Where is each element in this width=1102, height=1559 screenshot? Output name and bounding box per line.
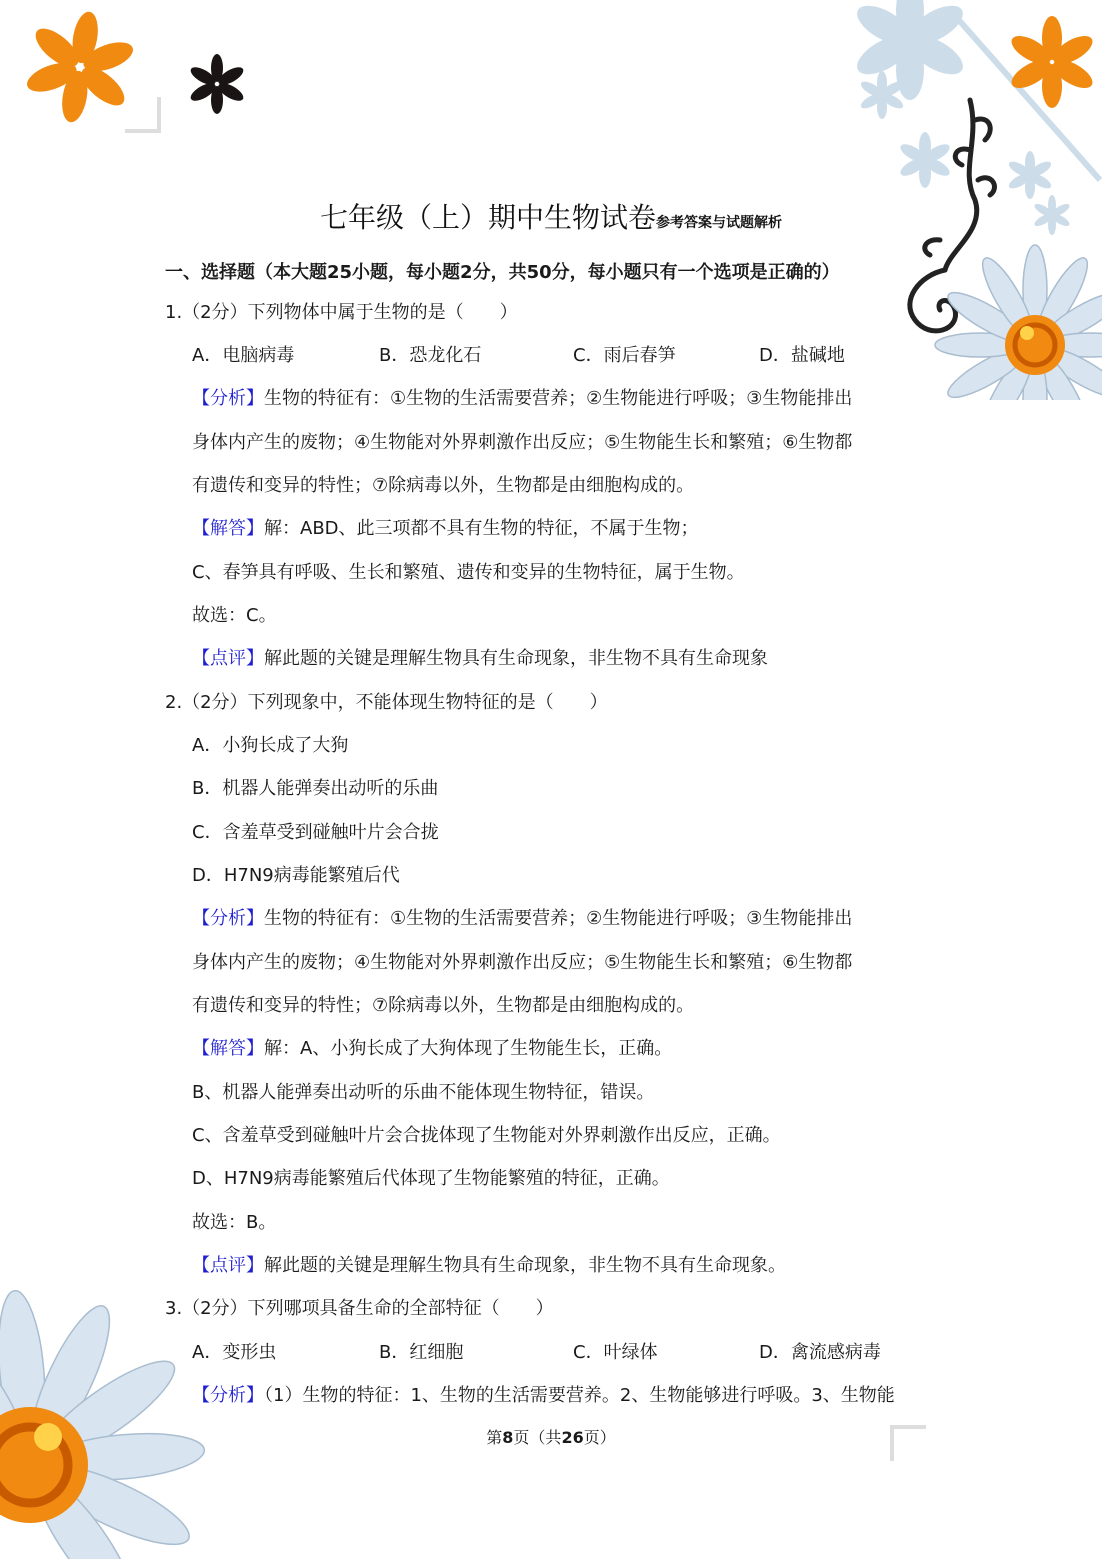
option-a: A．电脑病毒 <box>192 345 295 366</box>
option-b: B．恐龙化石 <box>379 345 482 366</box>
comment-tag: 【点评】 <box>192 1255 264 1276</box>
analysis-line: 身体内产生的废物；④生物能对外界刺激作出反应；⑤生物能生长和繁殖；⑥生物都 <box>192 952 853 973</box>
analysis-line <box>192 907 852 931</box>
analysis-line: 有遗传和变异的特性；⑦除病毒以外，生物都是由细胞构成的。 <box>192 475 695 496</box>
analysis-line: 身体内产生的废物；④生物能对外界刺激作出反应；⑤生物能生长和繁殖；⑥生物都 <box>192 432 853 453</box>
answer-line: 故选：B。 <box>192 1212 277 1233</box>
option-d: D．盐碱地 <box>759 345 845 366</box>
option-c: C．含羞草受到碰触叶片会合拢 <box>192 822 439 843</box>
analysis-text: 生物的特征有：①生物的生活需要营养；②生物能进行呼吸；③生物能排出 <box>264 908 853 929</box>
answer-line: 故选：C。 <box>192 605 277 626</box>
answer-line <box>192 517 699 541</box>
answer-line <box>192 1037 672 1061</box>
comment-line <box>192 1254 786 1278</box>
option-b: B．机器人能弹奏出动听的乐曲 <box>192 778 439 799</box>
question-1-options <box>192 344 892 368</box>
comment-tag: 【点评】 <box>192 648 264 669</box>
footer-prefix: 第 <box>486 1428 503 1447</box>
section-heading: 一、选择题（本大题25小题，每小题2分，共50分，每小题只有一个选项是正确的） <box>165 262 840 283</box>
analysis-line <box>192 387 852 411</box>
option-d: D．禽流感病毒 <box>759 1342 881 1363</box>
answer-line: C、春笋具有呼吸、生长和繁殖、遗传和变异的生物特征，属于生物。 <box>192 562 745 583</box>
option-a: A．小狗长成了大狗 <box>192 735 349 756</box>
orange-flower-icon <box>25 10 135 125</box>
option-c: C．叶绿体 <box>573 1342 658 1363</box>
black-flower-icon <box>185 52 250 117</box>
option-a: A．变形虫 <box>192 1342 277 1363</box>
analysis-text: （1）生物的特征：1、生物的生活需要营养。2、生物能够进行呼吸。3、生物能 <box>264 1385 895 1406</box>
comment-text: 解此题的关键是理解生物具有生命现象，非生物不具有生命现象 <box>264 648 768 669</box>
title-main: 七年级（上）期中生物试卷 <box>319 201 656 234</box>
answer-text: 解：ABD、此三项都不具有生物的特征，不属于生物； <box>264 518 699 539</box>
option-b: B．红细胞 <box>379 1342 464 1363</box>
analysis-tag: 【分析】 <box>192 388 264 409</box>
current-page: 8 <box>502 1428 514 1447</box>
analysis-tag: 【分析】 <box>192 908 264 929</box>
corner-mark-icon <box>125 97 161 133</box>
answer-line: C、含羞草受到碰触叶片会合拢体现了生物能对外界刺激作出反应，正确。 <box>192 1125 781 1146</box>
total-pages: 26 <box>561 1428 584 1447</box>
page-footer <box>0 1425 1102 1448</box>
answer-line: D、H7N9病毒能繁殖后代体现了生物能繁殖的特征，正确。 <box>192 1168 670 1189</box>
comment-text: 解此题的关键是理解生物具有生命现象，非生物不具有生命现象。 <box>264 1255 786 1276</box>
analysis-line <box>192 1384 895 1408</box>
analysis-line: 有遗传和变异的特性；⑦除病毒以外，生物都是由细胞构成的。 <box>192 995 695 1016</box>
question-1-stem: 1.（2分）下列物体中属于生物的是（ ） <box>165 302 518 323</box>
footer-suffix: 页） <box>583 1428 616 1447</box>
answer-text: 解：A、小狗长成了大狗体现了生物能生长，正确。 <box>264 1038 673 1059</box>
footer-middle: 页（共 <box>513 1428 562 1447</box>
answer-tag: 【解答】 <box>192 518 264 539</box>
answer-line: B、机器人能弹奏出动听的乐曲不能体现生物特征，错误。 <box>192 1082 655 1103</box>
title-suffix: 参考答案与试题解析 <box>656 215 782 231</box>
question-3-options <box>192 1341 892 1365</box>
option-d: D．H7N9病毒能繁殖后代 <box>192 865 400 886</box>
page-title <box>0 196 1102 236</box>
comment-line <box>192 647 768 671</box>
answer-tag: 【解答】 <box>192 1038 264 1059</box>
analysis-tag: 【分析】 <box>192 1385 264 1406</box>
question-2-stem: 2.（2分）下列现象中，不能体现生物特征的是（ ） <box>165 692 608 713</box>
analysis-text: 生物的特征有：①生物的生活需要营养；②生物能进行呼吸；③生物能排出 <box>264 388 853 409</box>
option-c: C．雨后春笋 <box>573 345 676 366</box>
question-3-stem: 3.（2分）下列哪项具备生命的全部特征（ ） <box>165 1298 554 1319</box>
